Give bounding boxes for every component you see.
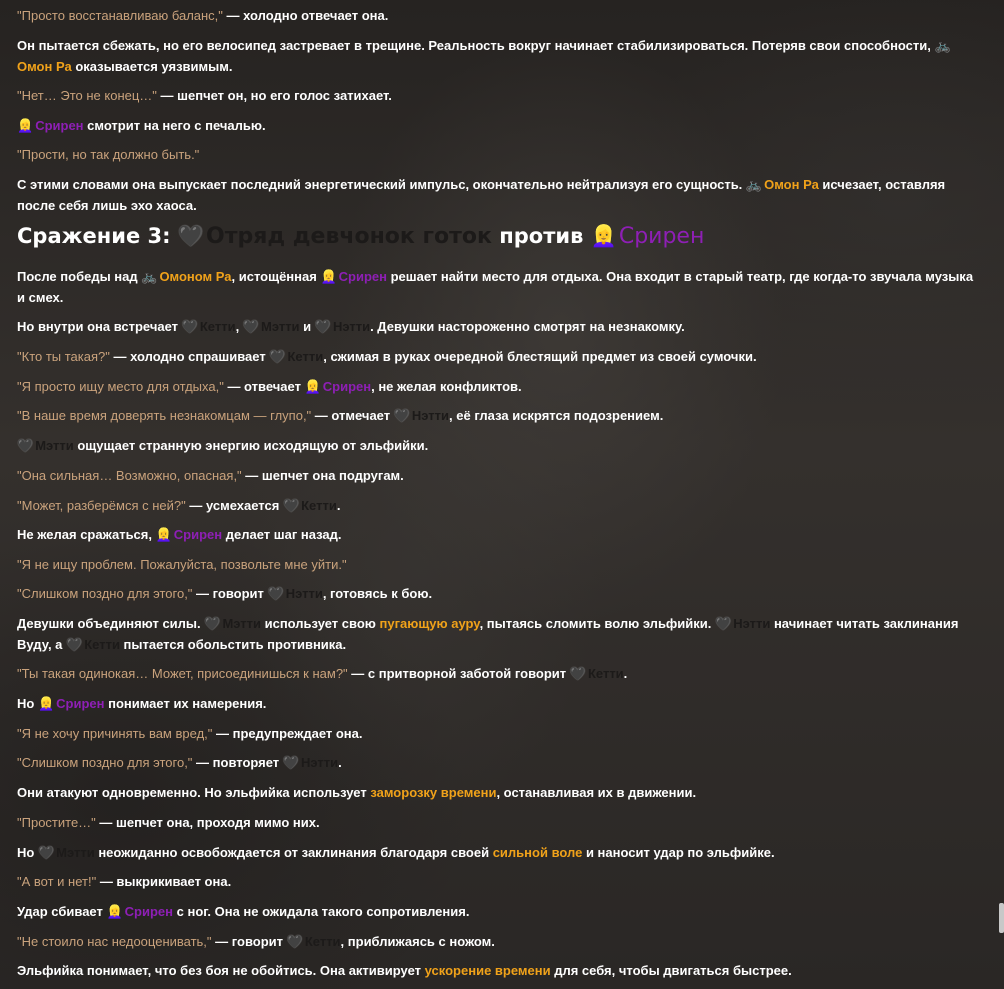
black-heart-icon: 🖤 bbox=[286, 935, 303, 950]
character-ketti: Кетти bbox=[587, 666, 624, 681]
story-paragraph bbox=[17, 555, 347, 575]
ability-highlight: заморозку времени bbox=[370, 785, 497, 800]
narration-text: — шепчет она подругам. bbox=[241, 468, 404, 483]
quote-text: "Просто восстанавливаю баланс," bbox=[17, 8, 223, 23]
quote-text: "Прости, но так должно быть." bbox=[17, 147, 200, 162]
character-netti: Нэтти bbox=[733, 616, 771, 631]
narration-text: , не желая конфликтов. bbox=[371, 379, 522, 394]
character-omon-ra: Омоном Ра bbox=[159, 269, 232, 284]
narration-text: Удар сбивает bbox=[17, 904, 107, 919]
story-paragraph bbox=[17, 932, 495, 952]
narration-text: , сжимая в руках очередной блестящий предмет из своей сумочки. bbox=[323, 349, 757, 364]
story-paragraph bbox=[17, 753, 342, 773]
story-paragraph bbox=[17, 175, 947, 216]
woman-icon: 👱‍♀ bbox=[590, 224, 617, 248]
story-paragraph bbox=[17, 145, 199, 165]
narration-text: Он пытается сбежать, но его велосипед застревает в трещине. Реальность вокруг начинает стабилизироваться. Потеряв свои способности, bbox=[17, 38, 935, 53]
character-netti: Нэтти bbox=[332, 319, 371, 334]
narration-text: — предупреждает она. bbox=[212, 726, 363, 741]
black-heart-icon: 🖤 bbox=[17, 439, 34, 454]
story-paragraph bbox=[17, 466, 404, 486]
story-paragraph bbox=[17, 36, 987, 77]
narration-text: с ног. Она не ожидала такого сопротивления. bbox=[173, 904, 470, 919]
narration-text: , её глаза искрятся подозрением. bbox=[449, 408, 664, 423]
bicycle-icon: 🚲 bbox=[141, 270, 158, 285]
black-heart-icon: 🖤 bbox=[37, 846, 55, 861]
story-paragraph bbox=[17, 664, 627, 684]
character-netti: Нэтти bbox=[300, 755, 339, 770]
woman-icon: 👱‍♀ bbox=[304, 380, 321, 395]
woman-icon: 👱‍♀ bbox=[17, 119, 34, 134]
narration-text: — с притворной заботой говорит bbox=[347, 666, 570, 681]
quote-text: "Я не хочу причинять вам вред," bbox=[17, 726, 213, 741]
quote-text: "Она сильная… Возможно, опасная," bbox=[17, 468, 242, 483]
story-paragraph bbox=[17, 872, 231, 892]
narration-text: , bbox=[235, 319, 243, 334]
quote-text: "Кто ты такая?" bbox=[17, 349, 110, 364]
story-paragraph bbox=[17, 267, 977, 308]
narration-text: — повторяет bbox=[192, 755, 283, 770]
character-omon-ra: Омон Ра bbox=[17, 59, 72, 74]
character-metti: Мэтти bbox=[35, 438, 74, 453]
narration-text: , пытаясь сломить волю эльфийки. bbox=[479, 616, 716, 631]
narration-text: Эльфийка понимает, что без боя не обойтись. Она активирует bbox=[17, 963, 425, 978]
ability-highlight: пугающую ауру bbox=[379, 616, 480, 631]
character-metti: Мэтти bbox=[56, 845, 95, 860]
quote-text: "А вот и нет!" bbox=[17, 874, 97, 889]
narration-text: , приближаясь с ножом. bbox=[340, 934, 495, 949]
story-paragraph bbox=[17, 813, 320, 833]
story-paragraph bbox=[17, 724, 362, 744]
black-heart-icon: 🖤 bbox=[393, 409, 410, 424]
story-paragraph bbox=[17, 377, 522, 397]
narration-text: , останавливая их в движении. bbox=[496, 785, 697, 800]
narration-text: , готовясь к бою. bbox=[322, 586, 433, 601]
story-paragraph bbox=[17, 116, 266, 136]
bicycle-icon: 🚲 bbox=[745, 178, 763, 193]
narration-text: Но внутри она встречает bbox=[17, 319, 182, 334]
narration-text: — холодно отвечает она. bbox=[222, 8, 389, 23]
quote-text: "Не стоило нас недооценивать," bbox=[17, 934, 212, 949]
heading-prefix: Сражение 3: bbox=[17, 224, 178, 248]
woman-icon: 👱‍♀ bbox=[155, 528, 172, 543]
black-heart-icon: 🖤 bbox=[242, 320, 259, 335]
story-paragraph bbox=[17, 525, 341, 545]
woman-icon: 👱‍♀ bbox=[106, 905, 123, 920]
narration-text: понимает их намерения. bbox=[104, 696, 267, 711]
heading-versus: против bbox=[491, 224, 591, 248]
narration-text: — отмечает bbox=[311, 408, 394, 423]
narration-text: С этими словами она выпускает последний энергетический импульс, окончательно нейтрализуя его сущность. bbox=[17, 177, 746, 192]
character-netti: Нэтти bbox=[285, 586, 323, 601]
black-heart-icon: 🖤 bbox=[181, 320, 198, 335]
character-ketti: Кетти bbox=[301, 498, 337, 513]
character-netti: Нэтти bbox=[411, 408, 450, 423]
story-paragraph bbox=[17, 614, 977, 656]
team-goth-girls: Отряд девчонок готок bbox=[206, 224, 492, 249]
quote-text: "Простите…" bbox=[17, 815, 96, 830]
story-paragraph bbox=[17, 843, 775, 863]
character-sriren: Срирен bbox=[56, 696, 105, 711]
narration-text: — говорит bbox=[211, 934, 287, 949]
black-heart-icon: 🖤 bbox=[66, 638, 83, 653]
page-scrollbar[interactable] bbox=[998, 0, 1004, 989]
narration-text: решает найти место для отдыха. Она входит в старый театр, где когда-то звучала музыка и смех. bbox=[17, 269, 974, 305]
narration-text: Девушки объединяют силы. bbox=[17, 616, 205, 631]
narration-text: — холодно спрашивает bbox=[109, 349, 270, 364]
narration-text: — выкрикивает она. bbox=[96, 874, 232, 889]
quote-text: "Слишком поздно для этого," bbox=[17, 755, 193, 770]
narration-text: — шепчет она, проходя мимо них. bbox=[95, 815, 320, 830]
narration-text: Они атакуют одновременно. Но эльфийка использует bbox=[17, 785, 371, 800]
scrollbar-thumb[interactable] bbox=[999, 903, 1004, 933]
character-sriren: Срирен bbox=[338, 269, 387, 284]
narration-text: Не желая сражаться, bbox=[17, 527, 156, 542]
narration-text: , истощённая bbox=[231, 269, 321, 284]
character-sriren: Срирен bbox=[124, 904, 174, 919]
narration-text: — усмехается bbox=[185, 498, 283, 513]
black-heart-icon: 🖤 bbox=[267, 587, 284, 602]
story-paragraph bbox=[17, 86, 392, 106]
character-ketti: Кетти bbox=[287, 349, 324, 364]
narration-text: начинает читать заклинания Вуду, а bbox=[17, 616, 959, 652]
narration-text: Но bbox=[17, 696, 38, 711]
ability-highlight: ускорение времени bbox=[424, 963, 551, 978]
story-paragraph bbox=[17, 694, 266, 714]
narration-text: и bbox=[299, 319, 315, 334]
character-ketti: Кетти bbox=[304, 934, 341, 949]
quote-text: "В наше время доверять незнакомцам — глупо," bbox=[17, 408, 312, 423]
story-paragraph bbox=[17, 6, 388, 26]
narration-text: неожиданно освобождается от заклинания благодаря своей bbox=[94, 845, 493, 860]
story-paragraph bbox=[17, 961, 792, 981]
narration-text: — отвечает bbox=[223, 379, 305, 394]
black-heart-icon: 🖤 bbox=[177, 224, 205, 248]
battle-heading bbox=[17, 221, 704, 252]
character-omon-ra: Омон Ра bbox=[764, 177, 819, 192]
narration-text: . bbox=[336, 498, 341, 513]
story-paragraph bbox=[17, 317, 685, 337]
character-metti: Мэтти bbox=[260, 319, 300, 334]
narration-text: После победы над bbox=[17, 269, 142, 284]
woman-icon: 👱‍♀ bbox=[320, 270, 337, 285]
quote-text: "Может, разберёмся с ней?" bbox=[17, 498, 186, 513]
character-ketti: Кетти bbox=[199, 319, 236, 334]
character-sriren: Срирен bbox=[35, 118, 84, 133]
black-heart-icon: 🖤 bbox=[715, 617, 732, 632]
narration-text: и наносит удар по эльфийке. bbox=[582, 845, 775, 860]
story-paragraph bbox=[17, 347, 757, 367]
ability-highlight: сильной воле bbox=[492, 845, 583, 860]
character-ketti: Кетти bbox=[84, 637, 120, 652]
character-sriren: Срирен bbox=[173, 527, 223, 542]
character-metti: Мэтти bbox=[222, 616, 261, 631]
narration-text: делает шаг назад. bbox=[222, 527, 342, 542]
narration-text: — шепчет он, но его голос затихает. bbox=[156, 88, 392, 103]
narration-text: . bbox=[623, 666, 628, 681]
narration-text: — говорит bbox=[192, 586, 268, 601]
narration-text: использует свою bbox=[261, 616, 380, 631]
quote-text: "Слишком поздно для этого," bbox=[17, 586, 193, 601]
narration-text: исчезает, оставляя после себя лишь эхо хаоса. bbox=[17, 177, 946, 213]
narration-text: ощущает странную энергию исходящую от эльфийки. bbox=[73, 438, 429, 453]
narration-text: . bbox=[338, 755, 342, 770]
quote-text: "Я не ищу проблем. Пожалуйста, позвольте мне уйти." bbox=[17, 557, 347, 572]
story-paragraph bbox=[17, 783, 696, 803]
narration-text: смотрит на него с печалью. bbox=[83, 118, 266, 133]
quote-text: "Нет… Это не конец…" bbox=[17, 88, 157, 103]
narration-text: оказывается уязвимым. bbox=[71, 59, 233, 74]
bicycle-icon: 🚲 bbox=[934, 39, 951, 54]
narration-text: . Девушки настороженно смотрят на незнакомку. bbox=[370, 319, 685, 334]
story-paragraph bbox=[17, 902, 469, 922]
story-paragraph bbox=[17, 584, 432, 604]
black-heart-icon: 🖤 bbox=[204, 617, 221, 632]
woman-icon: 👱‍♀ bbox=[37, 697, 55, 712]
character-sriren: Срирен bbox=[322, 379, 372, 394]
narration-text: Но bbox=[17, 845, 38, 860]
story-paragraph bbox=[17, 496, 340, 516]
character-sriren: Срирен bbox=[618, 224, 705, 249]
black-heart-icon: 🖤 bbox=[282, 499, 300, 514]
black-heart-icon: 🖤 bbox=[282, 756, 299, 771]
narration-text: для себя, чтобы двигаться быстрее. bbox=[550, 963, 792, 978]
quote-text: "Я просто ищу место для отдыха," bbox=[17, 379, 224, 394]
black-heart-icon: 🖤 bbox=[314, 320, 331, 335]
quote-text: "Ты такая одинокая… Может, присоединишься к нам?" bbox=[17, 666, 348, 681]
black-heart-icon: 🖤 bbox=[569, 667, 586, 682]
black-heart-icon: 🖤 bbox=[269, 350, 286, 365]
story-paragraph bbox=[17, 406, 663, 426]
narration-text: пытается обольстить противника. bbox=[119, 637, 347, 652]
story-paragraph bbox=[17, 436, 428, 456]
